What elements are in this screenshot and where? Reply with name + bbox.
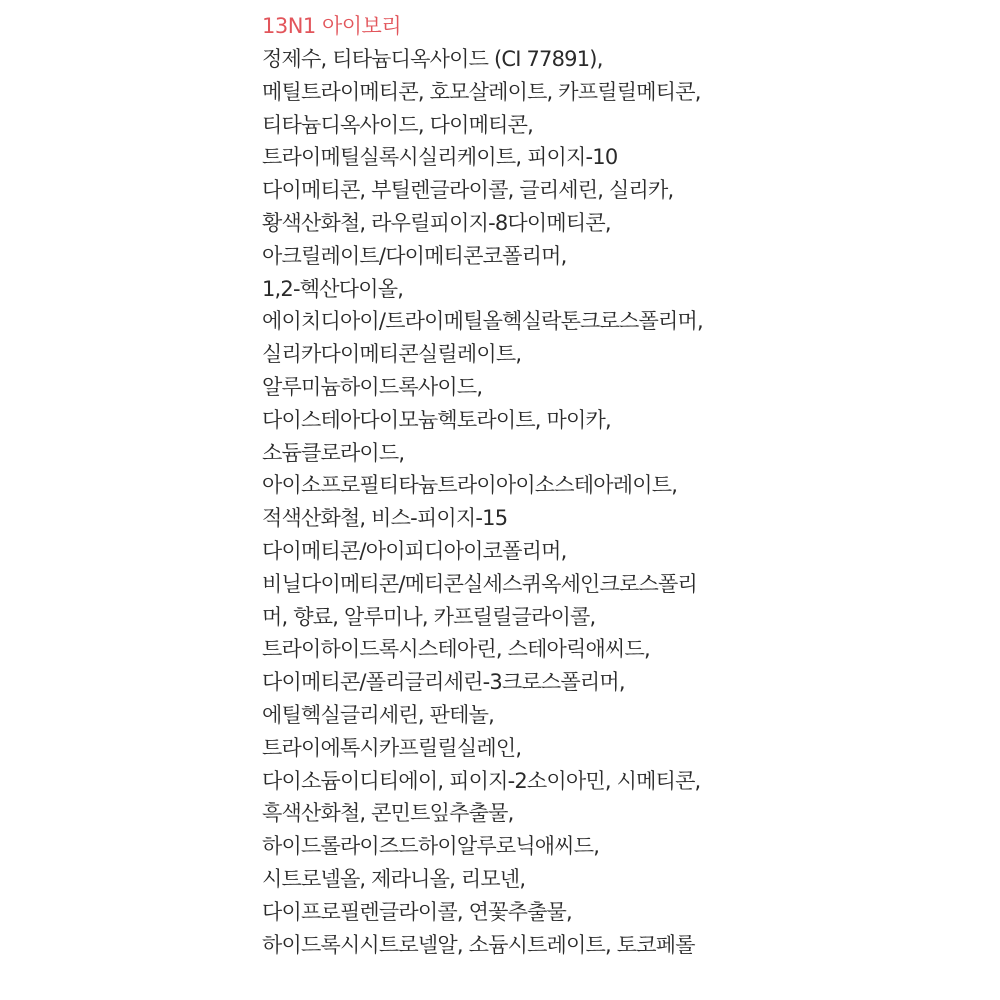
ingredient-line: 소듐클로라이드, (262, 440, 405, 465)
ingredient-line: 정제수, 티타늄디옥사이드 (CI 77891), (262, 47, 603, 71)
ingredient-line: 메틸트라이메티콘, 호모살레이트, 카프릴릴메티콘, (262, 79, 701, 104)
ingredient-line: 다이메티콘, 부틸렌글라이콜, 글리세린, 실리카, (262, 178, 674, 203)
ingredient-line: 알루미늄하이드록사이드, (262, 374, 483, 399)
ingredient-line: 흑색산화철, 콘민트잎추출물, (262, 801, 514, 826)
ingredient-line: 아이소프로필티타늄트라이아이소스테아레이트, (262, 473, 678, 498)
ingredient-line: 에이치디아이/트라이메틸올헥실락톤크로스폴리머, (262, 309, 703, 334)
ingredient-line: 황색산화철, 라우릴피이지-8다이메티콘, (262, 210, 611, 235)
product-shade-title: 13N1 아이보리 (262, 14, 402, 38)
ingredient-line: 실리카다이메티콘실릴레이트, (262, 342, 522, 367)
ingredient-line: 트라이하이드록시스테아린, 스테아릭애씨드, (262, 637, 650, 662)
ingredient-line: 비닐다이메티콘/메티콘실세스퀴옥세인크로스폴리 (262, 571, 697, 596)
ingredient-line: 시트로넬올, 제라니올, 리모넨, (262, 866, 526, 891)
ingredient-line: 적색산화철, 비스-피이지-15 (262, 506, 508, 531)
ingredient-line: 하이드록시시트로넬알, 소듐시트레이트, 토코페롤 (262, 932, 695, 957)
ingredient-line: 하이드롤라이즈드하이알루로닉애씨드, (262, 834, 600, 859)
ingredient-line: 아크릴레이트/다이메티콘코폴리머, (262, 243, 567, 268)
ingredient-line: 트라이에톡시카프릴릴실레인, (262, 735, 522, 760)
ingredient-line: 트라이메틸실록시실리케이트, 피이지-10 (262, 145, 618, 170)
ingredient-line: 에틸헥실글리세린, 판테놀, (262, 702, 494, 727)
ingredient-line: 다이스테아다이모늄헥토라이트, 마이카, (262, 407, 611, 432)
ingredient-line: 다이메티콘/폴리글리세린-3크로스폴리머, (262, 670, 625, 695)
ingredient-list (262, 43, 1000, 961)
ingredient-line: 머, 향료, 알루미나, 카프릴릴글라이콜, (262, 604, 596, 629)
ingredient-line: 다이프로필렌글라이콜, 연꽃추출물, (262, 899, 572, 924)
ingredient-line: 다이소듐이디티에이, 피이지-2소이아민, 시메티콘, (262, 768, 701, 793)
ingredient-line: 다이메티콘/아이피디아이코폴리머, (262, 538, 567, 563)
ingredient-line: 1,2-헥산다이올, (262, 276, 404, 301)
ingredient-line: 티타늄디옥사이드, 다이메티콘, (262, 112, 533, 137)
